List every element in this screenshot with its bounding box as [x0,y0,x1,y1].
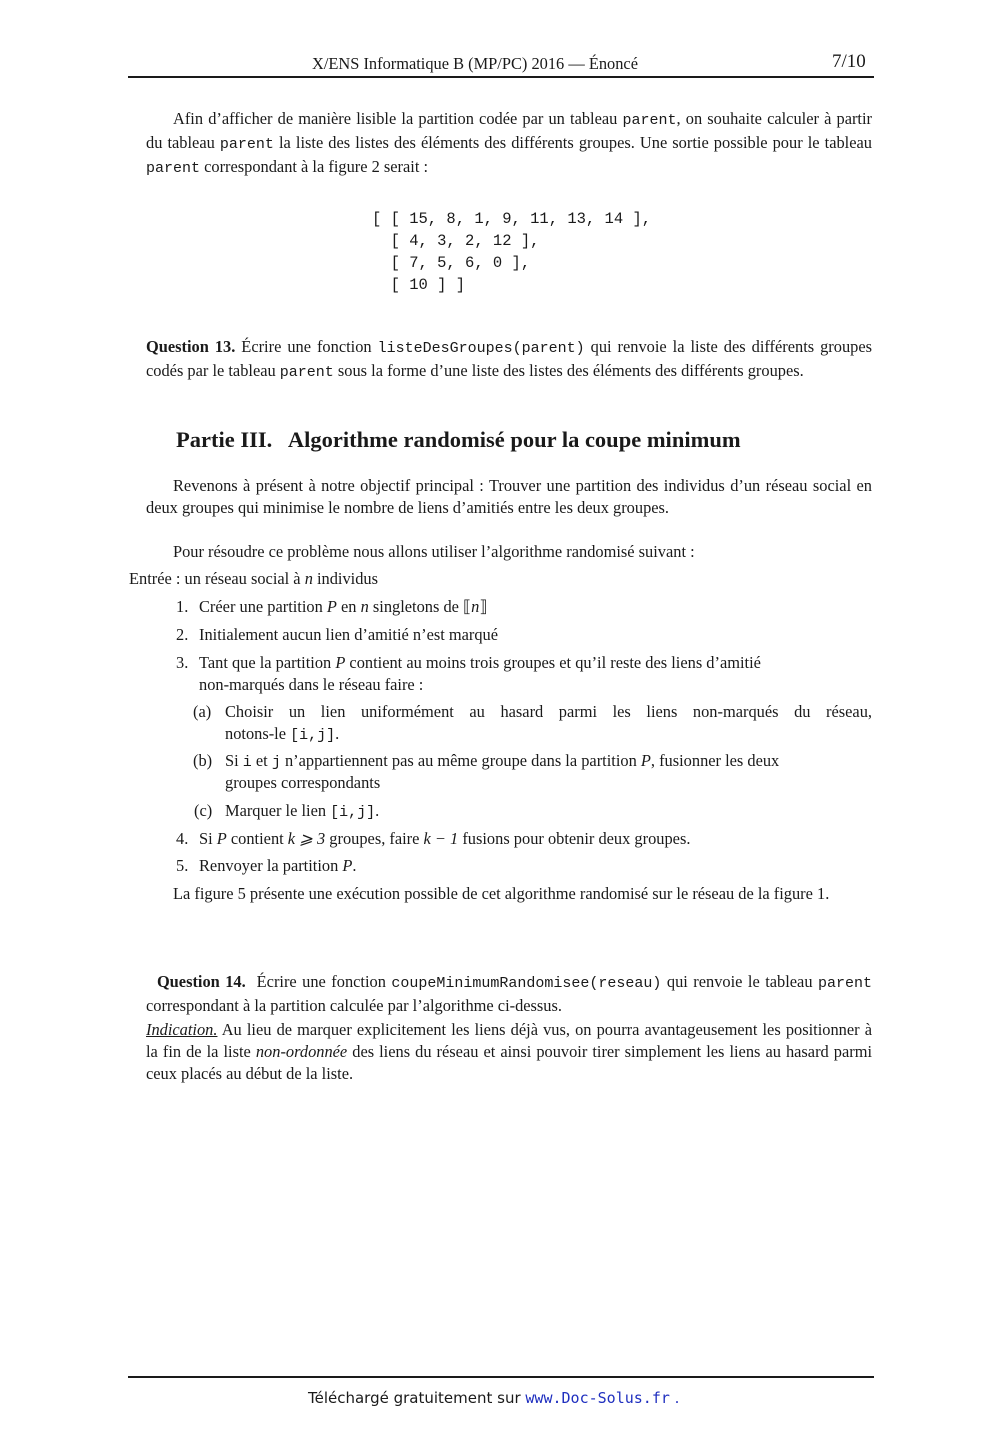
substep-label: (a) [193,702,212,721]
question-label: Question 13. [146,337,236,356]
code-parent: parent [279,364,334,381]
substep-label: (c) [194,801,213,820]
step-3a-line-1: Choisir un lien uniformément au hasard parmi les liens non-marqués du réseau, [225,702,872,721]
output-line-4: [ 10 ] ] [372,276,466,294]
step-number: 2. [176,625,189,644]
footer-rule [128,1376,874,1378]
section-title: Partie III. Algorithme randomisé pour la coupe minimum [176,427,741,452]
footer-link[interactable]: www.Doc-Solus.fr [525,1389,670,1407]
step-number: 4. [176,829,189,848]
figure-5-paragraph: La figure 5 présente une exécution possible de cet algorithme randomisé sur le réseau de la figure 1. [173,884,830,903]
step-3b-line-2: groupes correspondants [225,773,381,792]
substep-label: (b) [193,751,213,770]
code-parent: parent [622,112,677,129]
page-number: 7/10 [832,51,866,72]
step-3b-line-1: Si i et j n’appartiennent pas au même groupe dans la partition P, fusionner les deux [225,751,780,771]
algorithm-input: Entrée : un réseau social à n individus [129,569,379,588]
output-line-3: [ 7, 5, 6, 0 ], [372,254,531,272]
step-number: 3. [176,653,189,672]
running-header-title: X/ENS Informatique B (MP/PC) 2016 — Énoncé [312,54,638,73]
step-1: Créer une partition P en n singletons de ⟦n⟧ [199,597,488,616]
step-4: Si P contient k ⩾ 3 groupes, faire k − 1 fusions pour obtenir deux groupes. [199,829,691,848]
indication-label: Indication. [146,1020,218,1039]
step-3-line-1: Tant que la partition P contient au moins trois groupes et qu’il reste des liens d’amitié [199,653,761,672]
step-number: 1. [176,597,189,616]
code-parent: parent [146,160,201,177]
code-function: coupeMinimumRandomisee(reseau) [391,975,662,992]
step-5: Renvoyer la partition P. [199,856,357,875]
step-3-line-2: non-marqués dans le réseau faire : [199,675,424,694]
goal-paragraph: Revenons à présent à notre objectif principal : Trouver une partition des individus d’un réseau social en deux groupes qui minimise le nombre de liens d’amitiés entre les deux groupes. [146,476,872,517]
input-label: Entrée : [129,569,181,588]
output-line-2: [ 4, 3, 2, 12 ], [372,232,540,250]
step-number: 5. [176,856,189,875]
code-parent: parent [817,975,872,992]
output-line-1: [ [ 15, 8, 1, 9, 11, 13, 14 ], [372,210,652,228]
indication-paragraph: Indication. Au lieu de marquer explicitement les liens déjà vus, on pourra avantageusement les positionner à la fin de la liste non-ordonnée des liens du réseau et ainsi pouvoir tirer simplement les liens au hasard parmi ceux placés au début de la liste. [146,1020,873,1083]
footer-text: Téléchargé gratuitement sur www.Doc-Solus.fr . [308,1389,680,1407]
code-parent: parent [219,136,274,153]
algorithm-intro: Pour résoudre ce problème nous allons utiliser l’algorithme randomisé suivant : [173,542,695,561]
question-13: Question 13. Écrire une fonction listeDesGroupes(parent) qui renvoie la liste des différents groupes codés par le tableau parent sous la forme d’une liste des listes des éléments des différents groupes. [146,337,873,381]
question-label: Question 14. [156,972,246,991]
question-14: Question 14. Écrire une fonction coupeMinimumRandomisee(reseau) qui renvoie le tableau parent correspondant à la partition calculée par l’algorithme ci-dessus. [146,972,877,1015]
step-3c: Marquer le lien [i,j]. [225,801,380,821]
intro-paragraph: Afin d’afficher de manière lisible la partition codée par un tableau parent, on souhaite calculer à partir du tableau parent la liste des listes des éléments des différents groupes. Une sortie possible pour le tableau parent correspondant à la figure 2 serait : [146,109,872,177]
header-rule [128,76,874,78]
code-function: listeDesGroupes(parent) [377,340,585,357]
code-link: [i,j] [290,727,336,744]
step-2: Initialement aucun lien d’amitié n’est marqué [199,625,499,644]
code-link: [i,j] [330,804,376,821]
step-3a-line-2: notons-le [i,j]. [225,724,340,744]
